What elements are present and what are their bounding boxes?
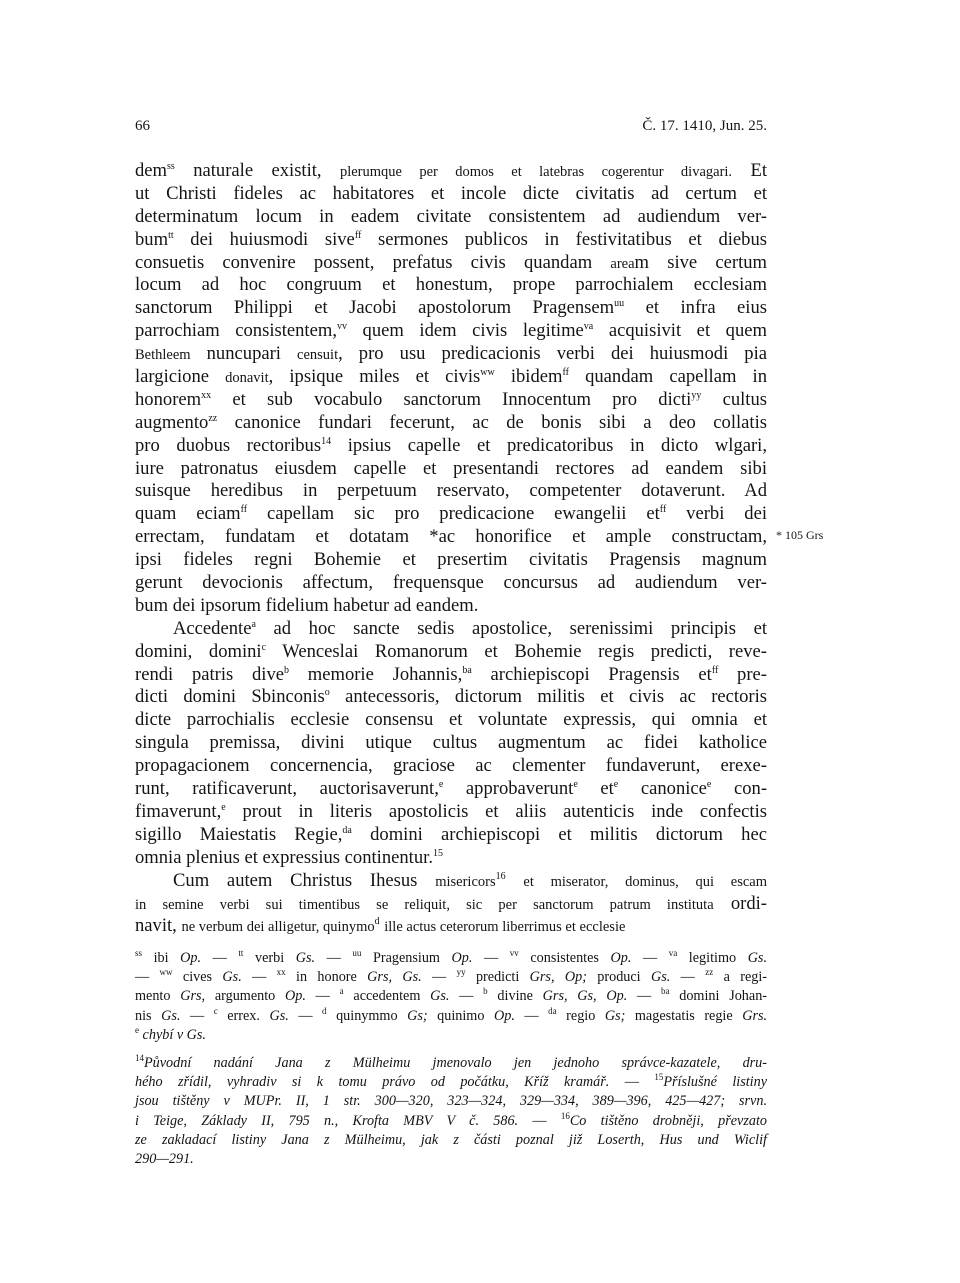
footnote-line: $^{14}$Původní nadání Jana z Mülheimu jmenovalo jen jednoho správce-kazatele, dru- xyxy=(135,1052,767,1071)
text-line: pro duobus rectoribus$^{14}$ ipsius capelle et predicatoribus in dicto wlgari, xyxy=(135,434,767,456)
text-line: navit, ne verbum dei alligetur, quinymo$^d$ ille actus ceterorum liberrimus et ecclesie xyxy=(135,915,626,937)
running-head: Č. 17. 1410, Jun. 25. xyxy=(642,118,767,134)
text-line: propagacionem concernencia, graciose ac clementer fundaverunt, erexe- xyxy=(135,755,767,777)
footnote-line: $^e$ chybí v Gs. xyxy=(135,1024,206,1043)
footnote-line: mento Grs, argumento Op. — $^a$ accedentem Gs. — $^b$ divine Grs, Gs, Op. — $^{ba}$ domini Johan- xyxy=(135,986,768,1005)
page-number: 66 xyxy=(135,118,150,134)
text-line: singula premissa, divini utique cultus augmentum ac fidei katholice xyxy=(135,732,767,754)
text-line: dem$^{ss}$ naturale existit, plerumque per domos et latebras cogerentur divagari. Et xyxy=(135,160,767,181)
footnote-line: i Teige, Základy II, 795 n., Krofta MBV V č. 586. — $^{16}$Co tištěno drobněji, převzato xyxy=(135,1110,767,1129)
text-line: determinatum locum in eadem civitate consistentem ad audiendum ver- xyxy=(135,205,767,227)
text-line: sanctorum Philippi et Jacobi apostolorum Pragensem$^{uu}$ et infra eius xyxy=(135,297,767,319)
page-header xyxy=(135,118,767,140)
text-line: bum$^{tt}$ dei huiusmodi sive$^{ff}$ sermones publicos in festivitatibus et diebus xyxy=(135,228,767,250)
text-line: ut Christi fideles ac habitatores et incole dicte civitatis ad certum et xyxy=(135,182,767,204)
text-line: iure patronatus eiusdem capelle et presentandi rectores ad eandem sibi xyxy=(135,457,767,479)
footnote-line: 290—291. xyxy=(135,1150,194,1167)
footnote-line: ze zakladací listiny Jana z Mülheimu, jak z části poznal již Loserth, Hus und Wiclif xyxy=(135,1131,767,1148)
main-text xyxy=(135,160,767,938)
text-line: bum dei ipsorum fidelium habetur ad eandem. xyxy=(135,594,479,616)
text-line: fimaverunt,$^e$ prout in literis apostolicis et aliis autenticis inde confectis xyxy=(135,800,767,822)
margin-note: * 105 Grs xyxy=(776,528,824,542)
text-line: Bethleem nuncupari censuit, pro usu predicacionis verbi dei huiusmodi pia xyxy=(135,343,767,365)
footnote-gap xyxy=(135,1045,767,1054)
text-line: locum ad hoc congruum et honestum, prope parrochialem ecclesiam xyxy=(135,274,767,296)
text-line: ipsi fideles regni Bohemie et presertim civitatis Pragensis magnum xyxy=(135,549,767,571)
text-line: consuetis convenire possent, prefatus civis quandam aream sive certum xyxy=(135,251,767,273)
text-line: omnia plenius et expressius continentur.$^{15}$ xyxy=(135,846,443,868)
text-line: Accedente$^a$ ad hoc sancte sedis apostolice, serenissimi principis et xyxy=(173,617,767,639)
text-line: honorem$^{xx}$ et sub vocabulo sanctorum Innocentum pro dicti$^{yy}$ cultus xyxy=(135,388,767,410)
text-line: errectam, fundatam et dotatam *ac honorifice et ample constructam, xyxy=(135,526,767,548)
text-line: in semine verbi sui timentibus se reliquit, sic per sanctorum patrum instituta ordi- xyxy=(135,892,768,914)
footnotes xyxy=(135,949,767,1169)
text-line: quam eciam$^{ff}$ capellam sic pro predicacione ewangelii $et^{ff}$ verbi dei xyxy=(135,503,767,525)
footnote-line: nis Gs. — $^c$ errex. Gs. — $^d$ quinymmo Gs; quinimo Op. — $^{da}$ regio Gs; magestatis regie Grs. xyxy=(135,1005,768,1024)
text-line: Cum autem Christus Ihesus misericors$^{16}$ et miserator, dominus, qui escam xyxy=(173,869,767,891)
text-line: parrochiam consistentem,$^{vv}$ quem idem civis legitime$^{va}$ acquisivit et quem xyxy=(135,320,767,342)
text-line: rendi patris dive$^b$ memorie Johannis,$^{ba}$ archiepiscopi Pragensis $et^{ff}$ pre- xyxy=(135,663,767,685)
text-line: sigillo Maiestatis Regie,$^{da}$ domini archiepiscopi et militis dictorum hec xyxy=(135,823,767,845)
text-line: gerunt devocionis affectum, frequensque concursus ad audiendum ver- xyxy=(135,572,767,594)
footnote-line: $^{ss}$ ibi Op. — $^{tt}$ verbi Gs. — $^{uu}$ Pragensium Op. — $^{vv}$ consistentes Op. — $^{va}$ legitimo Gs. xyxy=(135,948,768,966)
footnote-line: jsou tištěny v MUPr. II, 1 str. 300—320, 323—324, 329—334, 389—396, 425—427; srvn. xyxy=(135,1093,767,1110)
footnote-line: hého zřídil, vyhradiv si k tomu právo od počátku, Kříž kramář. — $^{15}$Příslušné listiny xyxy=(135,1072,768,1091)
text-line: suisque heredibus in perpetuum reservato, competenter dotaverunt. Ad xyxy=(135,480,767,502)
text-line: dicti domini Sbinconis$^o$ antecessoris, dictorum militis et civis ac rectoris xyxy=(135,686,767,708)
text-line: augmento$^{zz}$ canonice fundari fecerunt, ac de bonis sibi a deo collatis xyxy=(135,411,767,433)
text-line: runt, ratificaverunt, auctorisaverunt,$^e$ approbaverunt$^e$ $et^e$ canonice$^e$ con- xyxy=(135,778,768,800)
text-line: domini, domini$^c$ Wenceslai Romanorum et Bohemie regis predicti, reve- xyxy=(135,640,767,662)
text-line: largicione donavit, ipsique miles et civis$^{ww}$ ibidem$^{ff}$ quandam capellam in xyxy=(135,366,768,388)
text-line: dicte parrochialis ecclesie consensu et voluntate expressis, qui omnia et xyxy=(135,709,767,731)
footnote-line: — $^{ww}$ cives Gs. — $^{xx}$ in honore Grs, Gs. — $^{yy}$ predicti Grs, Op; produci Gs. — $^{zz}$ a regi- xyxy=(135,967,768,986)
